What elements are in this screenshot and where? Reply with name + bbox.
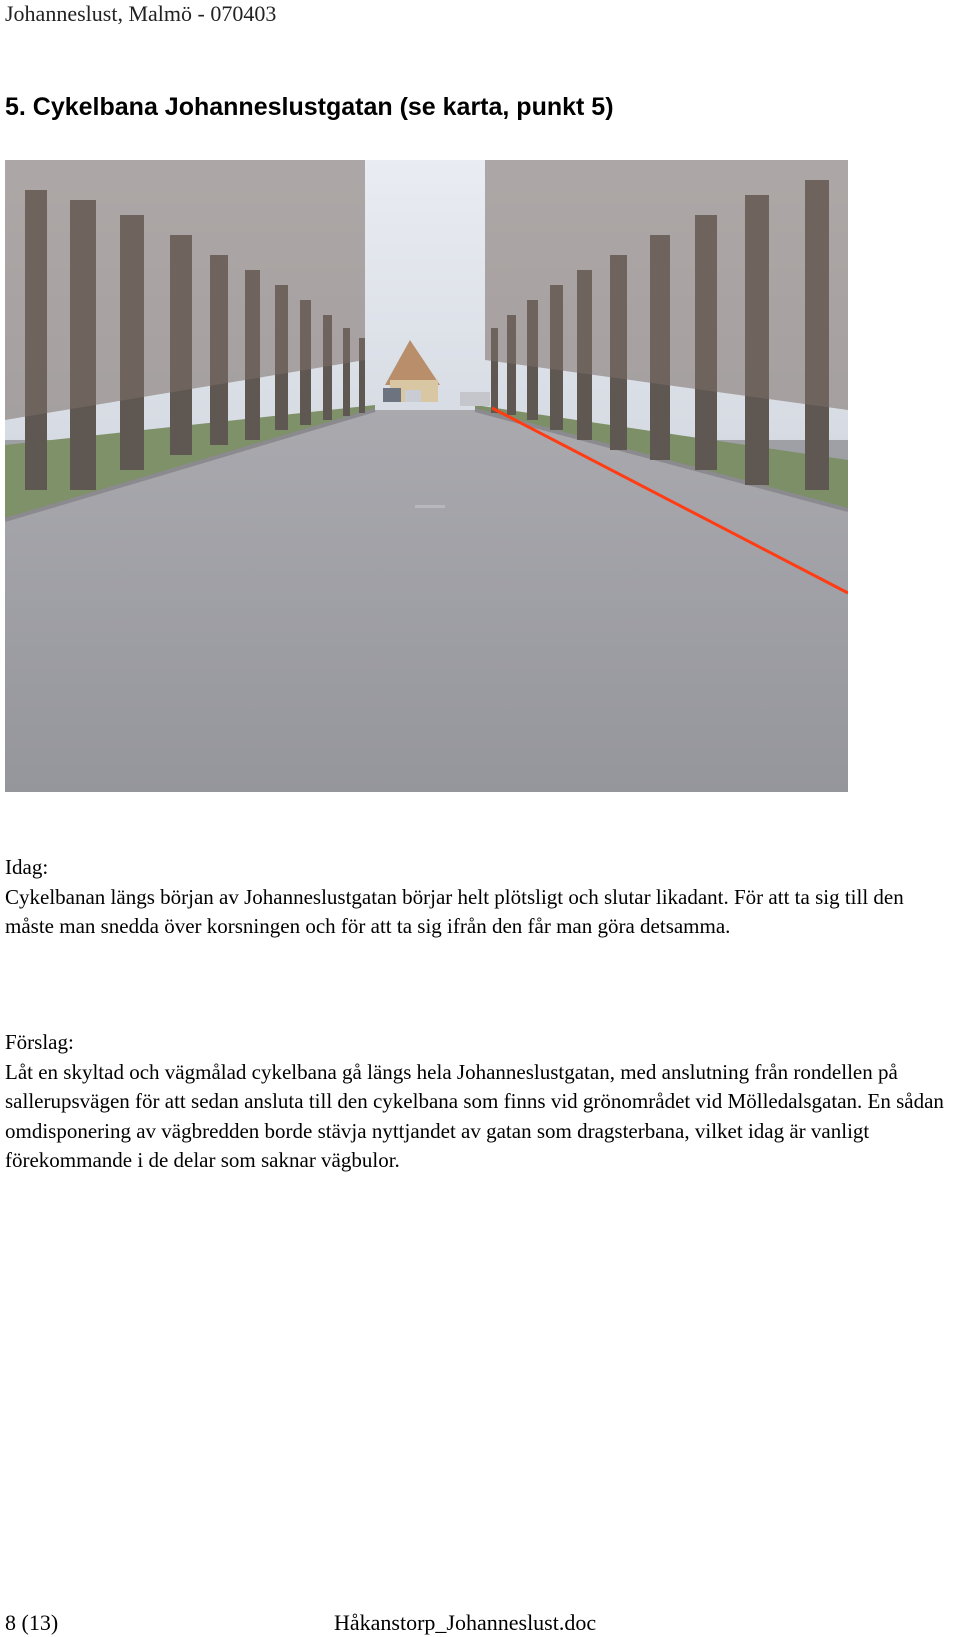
running-header: Johanneslust, Malmö - 070403 [5, 1, 277, 26]
proposal-label: Förslag: [5, 1030, 74, 1054]
current-situation-text: Cykelbanan längs början av Johanneslustgatan börjar helt plötsligt och slutar likadant. För att ta sig till den måste man snedda över korsningen och för att ta sig ifrån den får man göra detsamma. [5, 884, 904, 938]
page-number: 8 (13) [5, 1610, 59, 1635]
current-situation [5, 853, 957, 942]
current-situation-label: Idag: [5, 855, 49, 879]
street-photo [5, 160, 848, 792]
file-name: Håkanstorp_Johanneslust.doc [334, 1610, 597, 1635]
section-heading: 5. Cykelbana Johanneslustgatan (se karta, punkt 5) [5, 93, 614, 121]
proposal-text: Låt en skyltad och vägmålad cykelbana gå längs hela Johanneslustgatan, med anslutning från rondellen på sallerupsvägen för att sedan ansluta till den cykelbana som finns vid grönområdet vid Mölledalsgatan. En sådan omdisponering av vägbredden borde stävja nyttjandet av gatan som dragsterbana, vilket idag är vanligt förekommande i de delar som saknar vägbulor. [5, 1059, 944, 1172]
proposal [5, 1028, 957, 1176]
